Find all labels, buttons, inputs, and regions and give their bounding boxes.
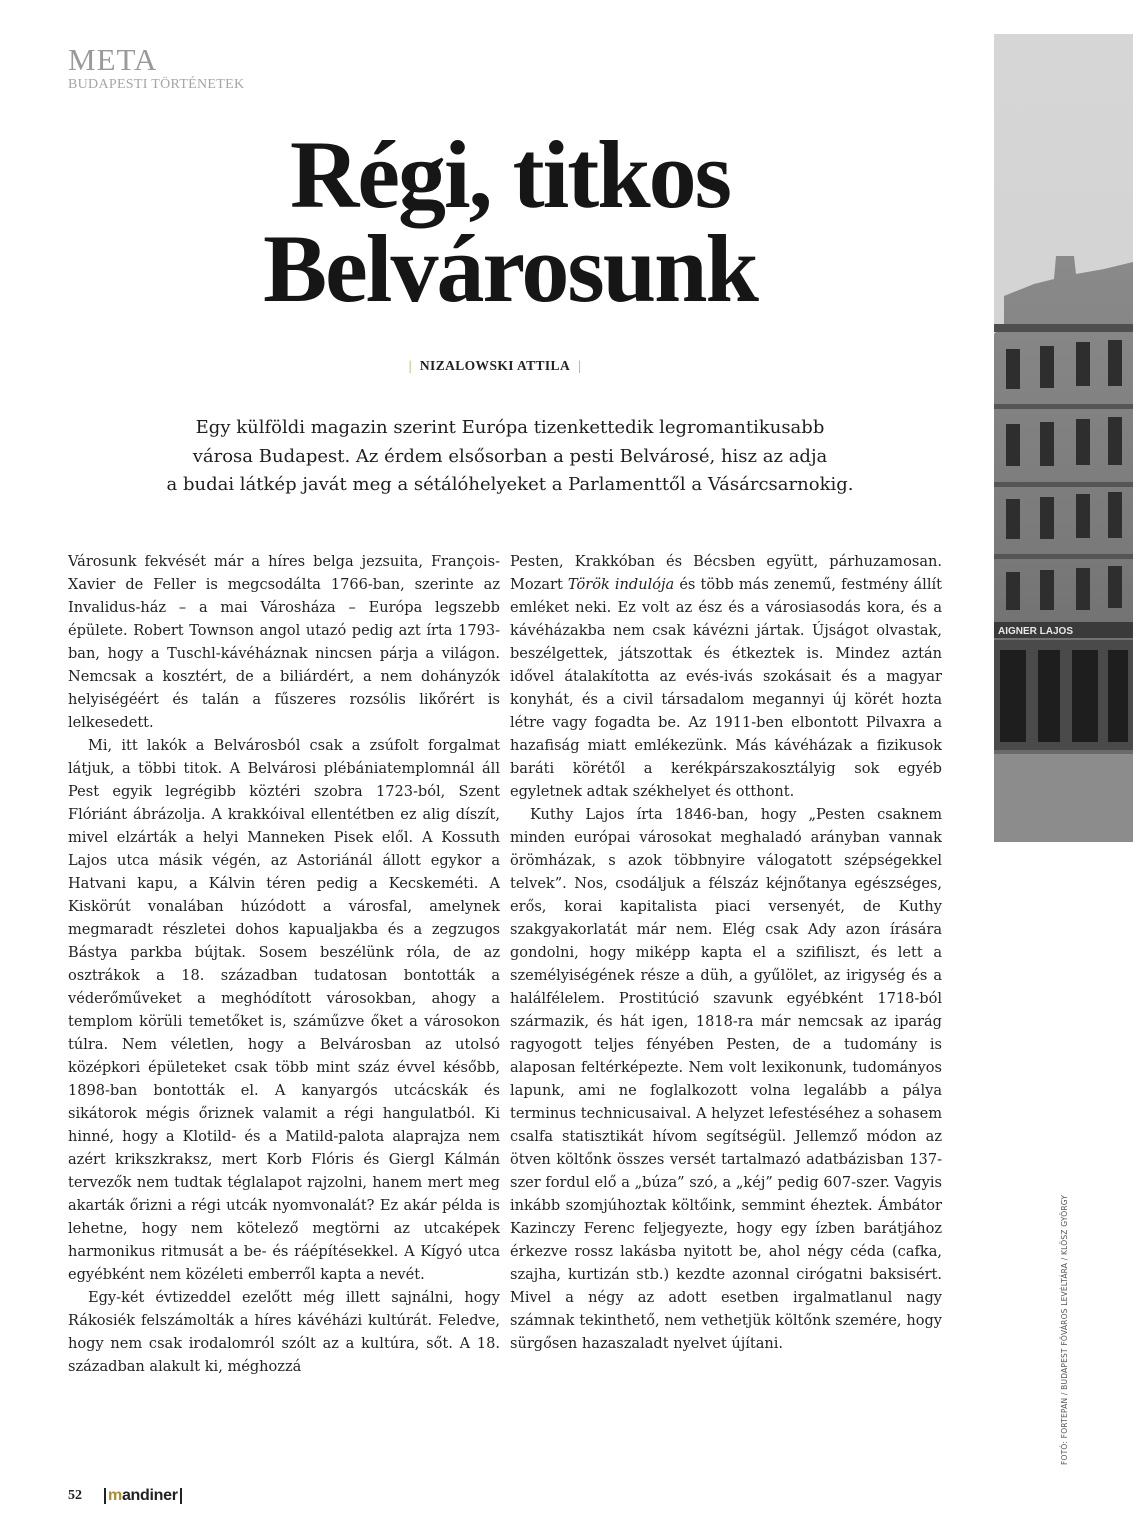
body-text: Pesten, Krakkóban és Bécsben együtt, párhuzamosan. Mozart: [510, 553, 942, 593]
lead-line-3: a budai látkép javát meg a sétálóhelyeket a Parlamenttől a Vásárcsarnokig.: [166, 474, 854, 495]
byline-author: NIZALOWSKI ATTILA: [419, 358, 571, 373]
body-paragraph: Mi, itt lakók a Belvárosból csak a zsúfolt forgalmat látjuk, a többi titok. A Belvárosi plébániatemplomnál áll Pest egyik legrégibb köztéri szobra 1723-ból, Szent Flóriánt ábrázolja. A krakkóival ellentétben ez alig díszít, mivel elzárták a helyi Manneken Pisek elől. A Kossuth Lajos utca másik végén, az Astoriánál állott egykor a Hatvani kapu, a Kálvin téren pedig a Kecskeméti. A Kiskörút vonalában húzódott a városfal, amelynek megmaradt részletei dohos kapualjakba és a zegzugos Bástya parkba bújtak. Sosem beszélünk róla, de az osztrákok a 18. században tudatosan bontották a véderőműveket a meghódított városokban, ahogy a templom körüli temetőket is, száműzve őket a városokon túlra. Nem véletlen, hogy a Belvárosban az utolsó középkori épületeket csak több mint száz évvel később, 1898-ban bontották el. A kanyargós utcácskák és sikátorok mégis őriznek valamit a régi hangulatból. Ki hinné, hogy a Klotild- és a Matild-palota alaprajza nem azért krikszkraksz, mert Korb Flóris és Giergl Kálmán tervezők nem tudtak téglalapot rajzolni, hanem mert meg akarták őrizni a régi utcák nyomvonalát? Ez akár példa is lehetne, hogy nem kötelező megtörni az utcaképek harmonikus ritmusát a be- és ráépítésekkel. A Kígyó utca egyébként nem közéleti emberről kapta a nevét.: [68, 737, 500, 1283]
body-paragraph: [510, 550, 942, 803]
section-title: META: [68, 42, 158, 77]
body-italic-title: Török indulója: [567, 576, 675, 593]
lead-line-2: városa Budapest. Az érdem elsősorban a pesti Belvárosé, hisz az adja: [192, 445, 828, 467]
page-footer: [68, 1487, 184, 1505]
magazine-logo: [102, 1487, 184, 1505]
logo-bar-left: [104, 1488, 106, 1504]
body-text: és több más zenemű, festmény állít emléket neki. Ez volt az ész és a városiasodás kora, és a kávéházakba nem csak kávézni jártak. Újságot olvastak, beszélgettek, játszottak és étkeztek is. Mindez aztán idővel átalakította az evés-ivás szokásait és a magyar konyhát, és a civil társadalom megannyi új körét hozta létre vagy fogadta be. Az 1911-ben elbontott Pilvaxra a hazafiság miatt emlékezünk. Más kávéházak a fizikusok baráti körétől a kerékpárszakosztályig sok egyéb egyletnek adtak székhelyet és otthont.: [510, 576, 942, 800]
body-paragraph: Városunk fekvését már a híres belga jezsuita, François-Xavier de Feller is megcsodálta 1766-ban, szerinte az Invalidus-ház – a mai Városháza – Európa legszebb épülete. Robert Townson angol utazó pedig azt írta 1793-ban, hogy a Tuschl-kávéháznak nincsen párja a világon. Nemcsak a kosztért, de a biliárdért, a nem dohányzók helyiségéért és talán a fűszeres rozsólis likőrért is lelkesedett.: [68, 553, 500, 731]
section-subtitle: BUDAPESTI TÖRTÉNETEK: [68, 77, 245, 92]
byline-bar-right: |: [578, 358, 582, 373]
section-header: [68, 44, 244, 93]
lead-line-1: Egy külföldi magazin szerint Európa tizenkettedik legromantikusabb: [195, 417, 825, 438]
building-photo-illustration: [994, 34, 1133, 842]
logo-m: m: [108, 1487, 122, 1504]
logo-bar-right: [180, 1488, 182, 1504]
body-paragraph: Kuthy Lajos írta 1846-ban, hogy „Pesten csaknem minden európai városokat meghaladó arányban vannak örömházak, s azok többnyire válogatott szépségekkel telvek”. Nos, csodáljuk a félszáz kéjnőtanya egészséges, erős, korai kapitalista piaci versenyét, de Kuthy szakgyakorlatát már nem. Elég csak Ady azon írására gondolni, hogy miképp kapta el a szifiliszt, és lett a személyiségének része a düh, a gyűlölet, az irigység és a halálfélelem. Prostitúció szavunk egyébként 1718-ból származik, és hát igen, 1818-ra már nemcsak az iparág ragyogott teljes fényében Pesten, de a tudomány is alaposan feltérképezte. Nem volt lexikonunk, tudományos lapunk, ami ne foglalkozott volna legalább a pálya terminus technicusaival. A helyzet lefestéséhez a sohasem csalfa statisztikát hívom segítségül. Jellemző módon az ötven költőnk összes versét tartalmazó adatbázisban 137-szer fordul elő a „búza” szó, a „kéj” pedig 607-szer. Vagyis inkább szomjúhoztak költőink, semmint éheztek. Ámbátor Kazinczy Ferenc feljegyezte, hogy egy ízben barátjához érkezve rossz lakásba nyitott be, ahol négy céda (cafka, szajha, kurtizán stb.) kezdte azonnal cirógatni baksisért. Mivel a négy az adott esetben irgalmatlanul nagy számnak tekinthető, nem vethetjük költőnk szemére, hogy sürgősen hazaszaladt nyelvet újítani.: [510, 806, 942, 1352]
body-column-2: [510, 550, 942, 1355]
body-paragraph: Egy-két évtizeddel ezelőtt még illett sajnálni, hogy Rákosiék felszámolták a híres kávéházi kultúrát. Feledve, hogy nem csak irodalomról szólt az a kultúra, sőt. A 18. században alakult ki, méghozzá: [68, 1289, 500, 1375]
page-number: 52: [68, 1488, 82, 1503]
shop-sign-text: AIGNER LAJOS: [998, 626, 1074, 637]
historic-street-photo: [994, 34, 1133, 842]
photo-credit: FOTÓ: FORTEPAN / BUDAPEST FŐVÁROS LEVÉLTÁRA / KLÖSZ GYÖRGY: [1060, 1194, 1069, 1465]
body-column-1: [68, 550, 500, 1378]
article-lead: [100, 414, 920, 500]
byline-bar-left: |: [408, 358, 412, 373]
headline-line-2: Belvárosunk: [263, 215, 757, 322]
headline-line-1: Régi, titkos: [290, 121, 730, 228]
logo-text: andiner: [121, 1487, 178, 1504]
article-headline: [140, 121, 880, 322]
byline: [0, 358, 990, 374]
